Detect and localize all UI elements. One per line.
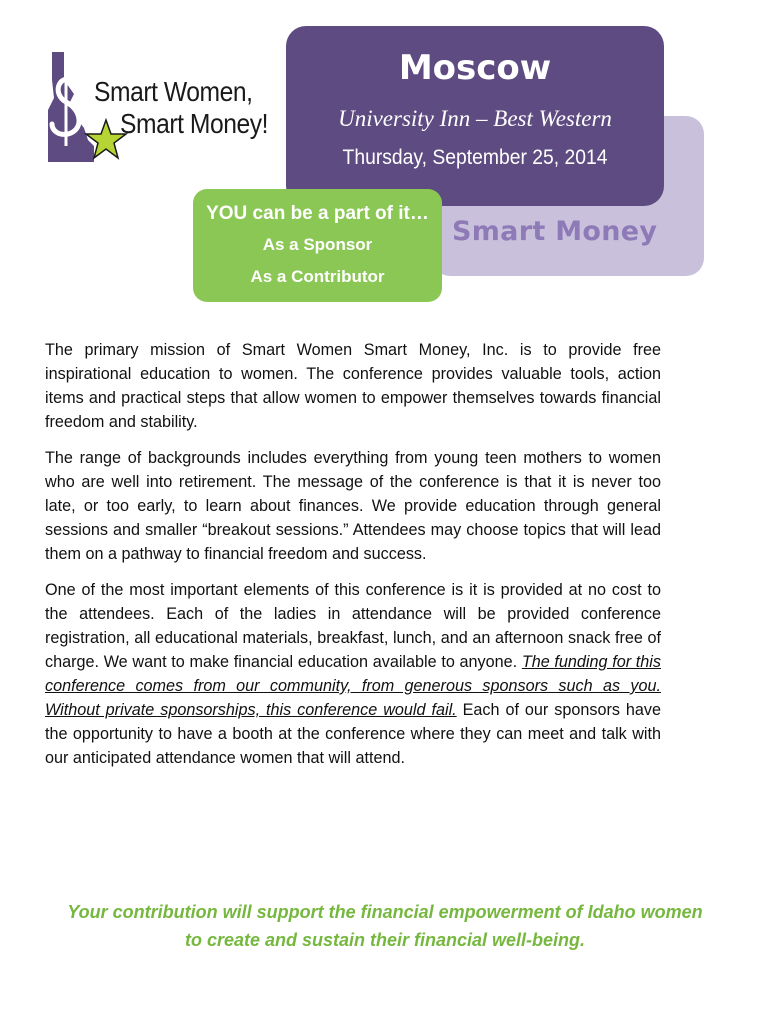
footer-line1: Your contribution will support the financial empowerment of Idaho women: [67, 902, 703, 922]
mission-body: [45, 338, 661, 782]
logo-text-line2: Smart Money!: [120, 108, 269, 139]
paragraph-cost: [45, 578, 661, 770]
paragraph-mission: The primary mission of Smart Women Smart Money, Inc. is to provide free inspirational education to women. The conference provides valuable tools, action items and practical steps that allow women to empower themselves towards financial freedom and stability.: [45, 341, 661, 431]
paragraph-cost-end: Each of our sponsors have the opportunity to have a booth at the conference where they can meet and talk with our anticipated attendance women that will attend.: [45, 701, 661, 767]
paragraph-cost-start: One of the most important elements of this conference is it is provided at no cost to the attendees. Each of the ladies in attendance will be provided conference registration, all educational materials, breakfast, lunch, and an afternoon snack free of charge. We want to make financial education available to anyone.: [45, 581, 661, 671]
paragraph-backgrounds: The range of backgrounds includes everything from young teen mothers to women who are well into retirement. The message of the conference is that it is never too late, or too early, to learn about finances. We provide education through general sessions and smaller “breakout sessions.” Attendees may choose topics that will lead them on a pathway to financial freedom and success.: [45, 449, 661, 563]
smart-money-banner: Smart Money: [452, 216, 658, 247]
invite-title: YOU can be a part of it…: [206, 203, 429, 224]
sponsor-invite-panel: [193, 189, 442, 302]
event-info-panel: [286, 26, 664, 206]
paragraph-cost-underlined: The funding for this conference comes from our community, from generous sponsors such as you. Without private sponsorships, this conference would fail.: [45, 653, 662, 719]
invite-contributor-option: As a Contributor: [250, 267, 385, 286]
event-city: Moscow: [398, 48, 552, 88]
event-date: Thursday, September 25, 2014: [342, 146, 608, 169]
footer-line2: to create and sustain their financial well-being.: [184, 930, 586, 950]
event-venue: University Inn – Best Western: [338, 106, 612, 131]
footer-tagline: [30, 898, 740, 954]
invite-sponsor-option: As a Sponsor: [262, 235, 373, 254]
logo-text-line1: Smart Women,: [94, 76, 253, 107]
smart-women-smart-money-logo: [44, 50, 292, 170]
